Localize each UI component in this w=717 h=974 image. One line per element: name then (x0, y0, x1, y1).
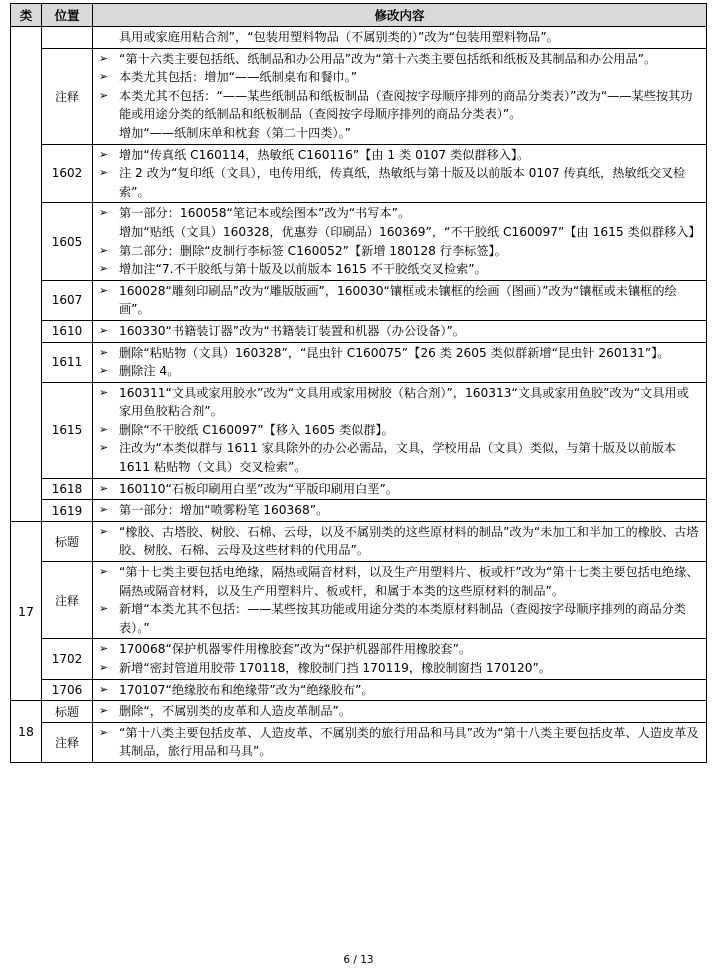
revision-text: 删除“，不属别类的皮革和人造皮革制品”。 (119, 704, 352, 719)
revision-item (97, 563, 700, 600)
position-cell: 标题 (42, 701, 93, 723)
revision-text: “第十七类主要包括电绝缘，隔热或隔音材料，以及生产用塑料片、板或杆”改为“第十七类主要包括电绝缘、隔热或隔音材料，以及生产用塑料片、板或杆，和属于本类的这些原材料的制品”。 (119, 565, 699, 598)
position-cell: 注释 (42, 562, 93, 639)
arrow-bullet-icon: ➢ (99, 704, 109, 718)
content-cell (93, 382, 707, 478)
arrow-bullet-icon: ➢ (99, 147, 109, 161)
revision-text: 第一部分：增加“喷雾粉笔 160368”。 (119, 503, 329, 518)
revision-text: 删除“不干胶纸 C160097”【移入 1605 类似群】。 (119, 422, 394, 437)
arrow-bullet-icon: ➢ (99, 725, 109, 739)
arrow-bullet-icon: ➢ (99, 262, 109, 276)
content-cell (93, 342, 707, 382)
revision-text: 增加“——纸制床单和枕套（第二十四类）。” (119, 125, 351, 140)
table-row (11, 203, 707, 280)
table-row (11, 639, 707, 679)
table-row (11, 342, 707, 382)
revision-item (97, 68, 700, 87)
content-cell (93, 639, 707, 679)
class-cell: 17 (11, 521, 42, 700)
content-cell (93, 144, 707, 203)
table-row (11, 500, 707, 522)
revision-item (97, 344, 700, 363)
revision-item (97, 480, 700, 499)
arrow-bullet-icon: ➢ (99, 88, 109, 102)
revision-text: 增加注“7.不干胶纸与第十版及以前版本 1615 不干胶纸交叉检索”。 (119, 262, 487, 277)
table-row (11, 521, 707, 561)
arrow-bullet-icon: ➢ (99, 243, 109, 257)
content-cell (93, 521, 707, 561)
revision-text: 160330“书籍装订器”改为“书籍装订装置和机器（办公设备）”。 (119, 323, 465, 338)
page-number: 6 / 13 (343, 954, 374, 966)
arrow-bullet-icon: ➢ (99, 565, 109, 579)
revision-item (97, 223, 700, 242)
revision-item (97, 421, 700, 440)
revision-text: “橡胶、古塔胶、树胶、石棉、云母，以及不属别类的这些原材料的制品”改为“未加工和半加工的橡胶、古塔胶、树胶、石棉、云母及这些材料的代用品”。 (119, 524, 699, 558)
arrow-bullet-icon: ➢ (99, 441, 109, 455)
content-cell (93, 478, 707, 500)
arrow-bullet-icon: ➢ (99, 364, 109, 378)
content-cell (93, 500, 707, 522)
table-row (11, 478, 707, 500)
revision-text: 删除注 4。 (119, 364, 180, 379)
arrow-bullet-icon: ➢ (99, 206, 109, 220)
arrow-bullet-icon: ➢ (99, 323, 109, 337)
revision-item (97, 384, 700, 421)
revision-item (97, 124, 700, 143)
content-cell (93, 48, 707, 144)
table-row (11, 320, 707, 342)
table-row (11, 679, 707, 701)
arrow-bullet-icon: ➢ (99, 345, 109, 359)
position-cell: 注释 (42, 48, 93, 144)
revision-text: 删除“粘贴物（文具）160328”，“昆虫针 C160075”【26 类 2605 类似群新增“昆虫针 260131”】。 (119, 345, 670, 360)
revision-text: 新增“密封管道用胶带 170118，橡胶制门挡 170119，橡胶制窗挡 170120”。 (119, 661, 551, 675)
content-cell (93, 203, 707, 280)
arrow-bullet-icon: ➢ (99, 602, 109, 616)
content-cell (93, 722, 707, 762)
revision-table (10, 3, 707, 763)
revision-item (97, 87, 700, 124)
table-row (11, 562, 707, 639)
revision-text: 本类尤其不包括：“——某些纸制品和纸板制品（查阅按字母顺序排列的商品分类表）”改为“——某些按其功能或用途分类的纸制品和纸板制品（查阅按字母顺序排列的商品分类表）”。 (119, 88, 693, 122)
revision-item (97, 260, 700, 279)
arrow-bullet-icon: ➢ (99, 661, 109, 674)
revision-item (97, 640, 700, 659)
arrow-bullet-icon: ➢ (99, 642, 109, 656)
revision-item (97, 439, 700, 476)
revision-text: 具用或家庭用粘合剂”，“包装用塑料物品（不属别类的）”改为“包装用塑料物品”。 (119, 30, 559, 44)
table-row (11, 722, 707, 762)
arrow-bullet-icon: ➢ (99, 70, 109, 84)
position-cell: 注释 (42, 722, 93, 762)
revision-text: 160311“文具或家用胶水”改为“文具用或家用树胶（粘合剂）”，160313“文具或家用鱼胶”改为“文具用或家用鱼胶粘合剂”。 (119, 385, 689, 419)
revision-item (97, 146, 700, 165)
revision-text: 增加“贴纸（文具）160328，优惠券（印刷品）160369”，“不干胶纸 C160097”【由 1615 类似群移入】 (119, 224, 701, 239)
arrow-bullet-icon: ➢ (99, 166, 109, 180)
table-row (11, 27, 707, 49)
content-cell (93, 679, 707, 701)
revision-text: 新增“本类尤其不包括：——某些按其功能或用途分类的本类原材料制品（查阅按字母顺序排列的商品分类表）。” (119, 602, 686, 635)
arrow-bullet-icon: ➢ (99, 385, 109, 399)
arrow-bullet-icon: ➢ (99, 481, 109, 495)
revision-item (97, 50, 700, 69)
position-cell: 1702 (42, 639, 93, 679)
revision-item (97, 600, 700, 637)
position-cell: 1619 (42, 500, 93, 522)
revision-text: 第一部分：160058“笔记本或绘图本”改为“书写本”。 (119, 206, 411, 221)
content-cell (93, 27, 707, 49)
table-row (11, 48, 707, 144)
table-row (11, 280, 707, 320)
revision-text: 第二部分：删除“皮制行李标签 C160052”【新增 180128 行李标签】。 (119, 243, 507, 258)
revision-item (97, 28, 700, 47)
revision-item (97, 204, 700, 223)
arrow-bullet-icon: ➢ (99, 524, 109, 538)
class-cell (11, 27, 42, 522)
revision-text: 160110“石板印刷用白垩”改为“平版印刷用白垩”。 (119, 481, 398, 496)
table-row (11, 382, 707, 478)
table-row (11, 701, 707, 723)
position-cell: 1610 (42, 320, 93, 342)
position-cell: 1607 (42, 280, 93, 320)
content-cell (93, 280, 707, 320)
revision-item (97, 322, 700, 341)
arrow-bullet-icon: ➢ (99, 283, 109, 297)
arrow-bullet-icon: ➢ (99, 682, 109, 696)
revision-item (97, 501, 700, 520)
class-cell: 18 (11, 701, 42, 763)
revision-item (97, 659, 700, 678)
position-cell: 1618 (42, 478, 93, 500)
content-cell (93, 562, 707, 639)
revision-item (97, 681, 700, 700)
revision-text: 增加“传真纸 C160114，热敏纸 C160116”【由 1 类 0107 类似群移入】。 (119, 147, 530, 162)
revision-item (97, 702, 700, 721)
revision-item (97, 242, 700, 261)
table-body (11, 27, 707, 763)
header-position: 位置 (42, 4, 93, 27)
revision-item (97, 724, 700, 761)
revision-text: 注 2 改为“复印纸（文具），电传用纸，传真纸，热敏纸与第十版及以前版本 0107 传真纸，热敏纸交叉检索”。 (119, 166, 686, 199)
revision-item (97, 282, 700, 319)
revision-text: 注改为“本类似群与 1611 家具除外的办公必需品，文具，学校用品（文具）类似，与第十版及以前版本 1611 粘贴物（文具）交叉检索”。 (119, 441, 676, 475)
content-cell (93, 701, 707, 723)
position-cell: 1706 (42, 679, 93, 701)
position-cell: 1605 (42, 203, 93, 280)
table-header-row (11, 4, 707, 27)
revision-text: 170068“保护机器零件用橡胶套”改为“保护机器部件用橡胶套”。 (119, 642, 472, 657)
header-class: 类 (11, 4, 42, 27)
arrow-bullet-icon: ➢ (99, 503, 109, 517)
revision-text: “第十六类主要包括纸、纸制品和办公用品”改为“第十六类主要包括纸和纸板及其制品和办公用品”。 (119, 51, 657, 66)
revision-text: 本类尤其包括：增加“——纸制桌布和餐巾。” (119, 70, 358, 85)
position-cell (42, 27, 93, 49)
position-cell: 1611 (42, 342, 93, 382)
revision-item (97, 164, 700, 201)
revision-item (97, 523, 700, 560)
position-cell: 1602 (42, 144, 93, 203)
content-cell (93, 320, 707, 342)
revision-text: 170107“绝缘胶布和绝缘带”改为“绝缘胶布”。 (119, 682, 374, 697)
arrow-bullet-icon: ➢ (99, 51, 109, 65)
revision-text: “第十八类主要包括皮革、人造皮革、不属别类的旅行用品和马具”改为“第十八类主要包括皮革、人造皮革及其制品，旅行用品和马具”。 (119, 725, 699, 759)
header-content: 修改内容 (93, 4, 707, 27)
position-cell: 标题 (42, 521, 93, 561)
arrow-bullet-icon: ➢ (99, 422, 109, 436)
revision-item (97, 362, 700, 381)
table-row (11, 144, 707, 203)
revision-text: 160028“雕刻印刷品”改为“雕版版画”，160030“镶框或未镶框的绘画（图画）”改为“镶框或未镶框的绘画”。 (119, 283, 677, 317)
position-cell: 1615 (42, 382, 93, 478)
